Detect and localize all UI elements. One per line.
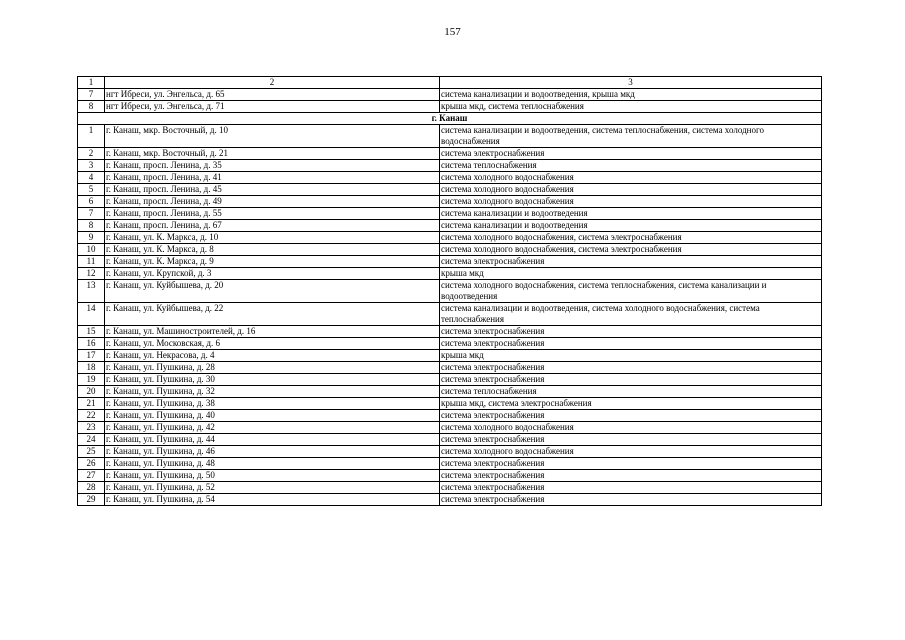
row-number-cell: 12 [78,268,105,280]
systems-cell: система канализации и водоотведения, система холодного водоснабжения, система теплоснабжения [440,303,822,326]
row-number-cell: 18 [78,362,105,374]
systems-cell: система канализации и водоотведения [440,220,822,232]
address-cell: г. Канаш, ул. К. Маркса, д. 8 [105,244,440,256]
table-row [78,374,822,386]
address-cell: г. Канаш, ул. Пушкина, д. 38 [105,398,440,410]
address-cell: г. Канаш, просп. Ленина, д. 67 [105,220,440,232]
header-cell-systems: 3 [440,77,822,89]
address-cell: г. Канаш, ул. Московская, д. 6 [105,338,440,350]
systems-cell: крыша мкд, система теплоснабжения [440,101,822,113]
systems-cell: крыша мкд [440,268,822,280]
systems-cell: система холодного водоснабжения [440,172,822,184]
table-row [78,410,822,422]
systems-cell: система электроснабжения [440,458,822,470]
row-number-cell: 1 [78,125,105,148]
systems-cell: система теплоснабжения [440,386,822,398]
systems-cell: крыша мкд, система электроснабжения [440,398,822,410]
table-row [78,303,822,326]
row-number-cell: 7 [78,208,105,220]
systems-cell: система электроснабжения [440,410,822,422]
address-cell: г. Канаш, просп. Ленина, д. 41 [105,172,440,184]
table-row [78,470,822,482]
row-number-cell: 21 [78,398,105,410]
address-cell: г. Канаш, ул. Некрасова, д. 4 [105,350,440,362]
systems-cell: система электроснабжения [440,148,822,160]
row-number-cell: 28 [78,482,105,494]
table-row [78,184,822,196]
row-number-cell: 11 [78,256,105,268]
systems-cell: система холодного водоснабжения, система электроснабжения [440,232,822,244]
address-cell: г. Канаш, просп. Ленина, д. 55 [105,208,440,220]
row-number-cell: 29 [78,494,105,506]
row-number-cell: 24 [78,434,105,446]
table-row [78,89,822,101]
systems-cell: система электроснабжения [440,326,822,338]
systems-cell: система холодного водоснабжения [440,422,822,434]
address-cell: г. Канаш, просп. Ленина, д. 35 [105,160,440,172]
systems-cell: крыша мкд [440,350,822,362]
address-cell: нгт Ибреси, ул. Энгельса, д. 65 [105,89,440,101]
table-row [78,256,822,268]
systems-cell: система электроснабжения [440,494,822,506]
table-row [78,172,822,184]
address-cell: г. Канаш, ул. Пушкина, д. 40 [105,410,440,422]
table-row [78,446,822,458]
table-row [78,362,822,374]
row-number-cell: 8 [78,220,105,232]
table-row [78,482,822,494]
address-cell: нгт Ибреси, ул. Энгельса, д. 71 [105,101,440,113]
row-number-cell: 4 [78,172,105,184]
address-cell: г. Канаш, ул. Машиностроителей, д. 16 [105,326,440,338]
row-number-cell: 5 [78,184,105,196]
address-cell: г. Канаш, ул. К. Маркса, д. 10 [105,232,440,244]
section-row [78,113,822,125]
row-number-cell: 15 [78,326,105,338]
systems-cell: система канализации и водоотведения, система теплоснабжения, система холодного водоснабжения [440,125,822,148]
address-cell: г. Канаш, ул. Куйбышева, д. 20 [105,280,440,303]
row-number-cell: 6 [78,196,105,208]
header-cell-number: 1 [78,77,105,89]
table-row [78,434,822,446]
systems-cell: система холодного водоснабжения, система электроснабжения [440,244,822,256]
address-cell: г. Канаш, мкр. Восточный, д. 10 [105,125,440,148]
address-cell: г. Канаш, ул. Пушкина, д. 48 [105,458,440,470]
row-number-cell: 19 [78,374,105,386]
address-cell: г. Канаш, ул. Пушкина, д. 52 [105,482,440,494]
address-cell: г. Канаш, ул. Крупской, д. 3 [105,268,440,280]
header-cell-address: 2 [105,77,440,89]
table-row [78,196,822,208]
row-number-cell: 22 [78,410,105,422]
row-number-cell: 25 [78,446,105,458]
systems-cell: система электроснабжения [440,482,822,494]
table-row [78,101,822,113]
systems-cell: система теплоснабжения [440,160,822,172]
table-row [78,398,822,410]
address-cell: г. Канаш, ул. Пушкина, д. 30 [105,374,440,386]
address-cell: г. Канаш, ул. Пушкина, д. 54 [105,494,440,506]
table-row [78,220,822,232]
table-row [78,280,822,303]
systems-cell: система холодного водоснабжения, система теплоснабжения, система канализации и водоотведения [440,280,822,303]
row-number-cell: 14 [78,303,105,326]
address-cell: г. Канаш, мкр. Восточный, д. 21 [105,148,440,160]
address-cell: г. Канаш, просп. Ленина, д. 45 [105,184,440,196]
systems-cell: система холодного водоснабжения [440,184,822,196]
address-cell: г. Канаш, ул. Куйбышева, д. 22 [105,303,440,326]
table-row [78,148,822,160]
row-number-cell: 10 [78,244,105,256]
row-number-cell: 3 [78,160,105,172]
row-number-cell: 26 [78,458,105,470]
table-row [78,422,822,434]
document-table [77,76,822,506]
row-number-cell: 23 [78,422,105,434]
table-body [78,77,822,506]
row-number-cell: 2 [78,148,105,160]
row-number-cell: 16 [78,338,105,350]
page-number: 157 [444,26,461,38]
row-number-cell: 9 [78,232,105,244]
row-number-cell: 13 [78,280,105,303]
systems-cell: система электроснабжения [440,434,822,446]
address-cell: г. Канаш, ул. Пушкина, д. 50 [105,470,440,482]
row-number-cell: 17 [78,350,105,362]
table-row [78,326,822,338]
systems-cell: система электроснабжения [440,374,822,386]
systems-cell: система электроснабжения [440,362,822,374]
systems-cell: система канализации и водоотведения, крыша мкд [440,89,822,101]
section-title: г. Канаш [78,113,822,125]
table-row [78,125,822,148]
table-row [78,386,822,398]
systems-cell: система электроснабжения [440,338,822,350]
systems-cell: система канализации и водоотведения [440,208,822,220]
row-number-cell: 27 [78,470,105,482]
address-cell: г. Канаш, ул. Пушкина, д. 46 [105,446,440,458]
table-row [78,494,822,506]
table-row [78,268,822,280]
address-cell: г. Канаш, ул. Пушкина, д. 42 [105,422,440,434]
row-number-cell: 20 [78,386,105,398]
row-number-cell: 8 [78,101,105,113]
systems-cell: система холодного водоснабжения [440,196,822,208]
table-header-row [78,77,822,89]
table-row [78,208,822,220]
systems-cell: система электроснабжения [440,256,822,268]
table-row [78,350,822,362]
row-number-cell: 7 [78,89,105,101]
table-row [78,160,822,172]
address-cell: г. Канаш, ул. Пушкина, д. 44 [105,434,440,446]
systems-cell: система электроснабжения [440,470,822,482]
address-cell: г. Канаш, ул. К. Маркса, д. 9 [105,256,440,268]
address-cell: г. Канаш, ул. Пушкина, д. 32 [105,386,440,398]
systems-cell: система холодного водоснабжения [440,446,822,458]
table-row [78,232,822,244]
table-row [78,338,822,350]
table-row [78,458,822,470]
address-cell: г. Канаш, просп. Ленина, д. 49 [105,196,440,208]
address-cell: г. Канаш, ул. Пушкина, д. 28 [105,362,440,374]
table-row [78,244,822,256]
